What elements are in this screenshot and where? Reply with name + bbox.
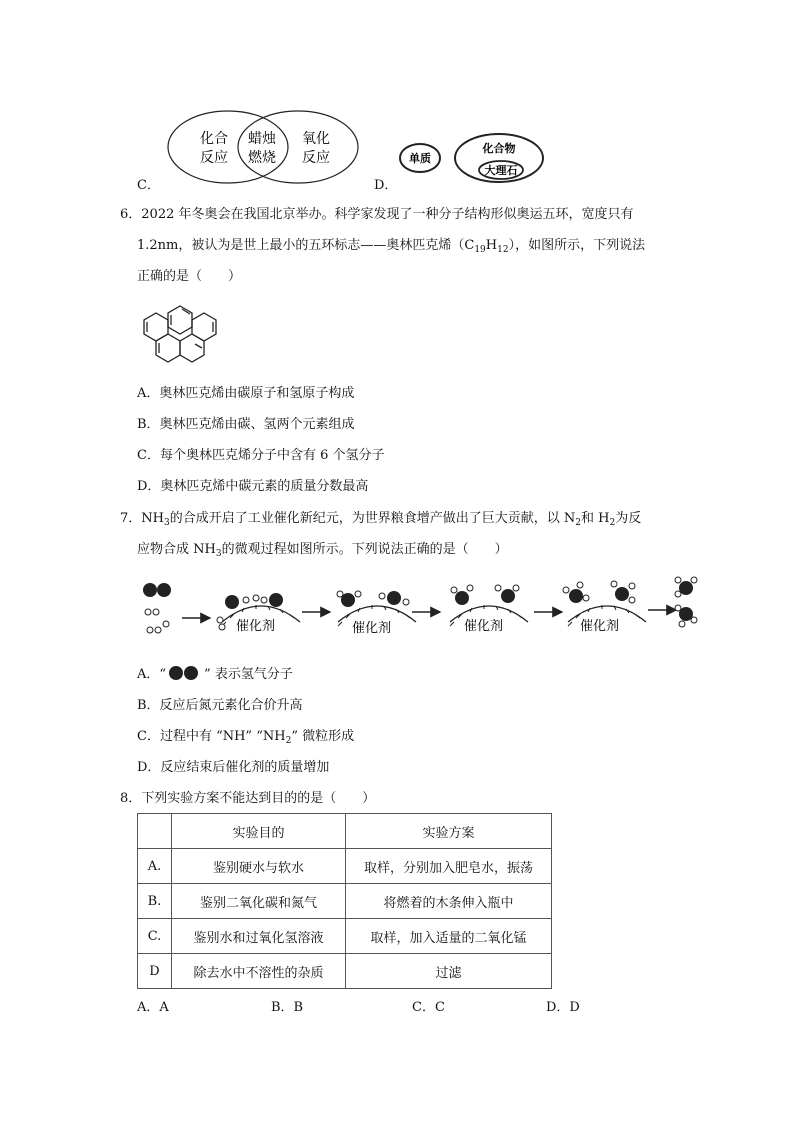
q7-stem-line-2: 应物合成 $NH_3$的微观过程如图所示。下列说法正确的是（ ） [137,542,508,559]
q7-option-a: A．“ ” 表示氢气分子 [137,667,293,682]
table-cell: A. [138,849,172,884]
table-row [138,849,552,884]
q7-option-b: B．反应后氮元素化合价升高 [137,698,303,713]
q6-option-b: B．奥林匹克烯由碳、氢两个元素组成 [137,417,355,432]
table-row [138,919,552,954]
q6-option-c: C．每个奥林匹克烯分子中含有 6 个氢分子 [137,448,385,463]
q5-option-c-label: C． [137,178,160,193]
q5-option-d-label: D． [374,178,398,193]
q8-stem: 8．下列实验方案不能达到目的的是（ ） [120,791,376,806]
q6-stem-line-3: 正确的是（ ） [137,269,242,284]
compound-text: 化合物 [482,142,516,155]
stage-1-reactants [143,583,171,633]
q6-stem-line-1: 6．2022 年冬奥会在我国北京举办。科学家发现了一种分子结构形似奥运五环，宽度只有 [120,207,634,222]
venn-left-ellipse [168,111,288,183]
olympicene-structure [134,300,234,370]
venn-right-text-2: 反应 [302,150,330,166]
q6-stem-line-2: 1.2nm，被认为是世上最小的五环标志——奥林匹克烯$(C_{19}H_{12})$，如图所示，下列说法 [137,238,646,255]
venn-left-text-1: 化合 [200,131,228,147]
reaction-process-diagram [136,576,706,638]
q7-option-c: C．过程中有 “NH” “$NH_2$” 微粒形成 [137,729,355,746]
single-substance-text: 单质 [409,152,431,165]
catalyst-label-4: 催化剂 [580,619,620,634]
table-cell: 将燃着的木条伸入瓶中 [346,884,552,919]
q8-answer-b: B．B [271,1000,304,1015]
table-cell: B. [138,884,172,919]
experiment-table [137,813,552,989]
table-cell: 鉴别二氧化碳和氮气 [172,884,346,919]
table-header-cell: 实验目的 [172,814,346,849]
table-cell: 鉴别水和过氧化氢溶液 [172,919,346,954]
q6-option-a: A．奥林匹克烯由碳原子和氢原子构成 [137,386,355,401]
set-diagram [398,132,548,188]
table-cell: 鉴别硬水与软水 [172,849,346,884]
table-header-cell: 实验方案 [346,814,552,849]
table-header-cell [138,814,172,849]
table-cell: 取样，加入适量的二氧化锰 [346,919,552,954]
venn-diagram [160,108,370,188]
catalyst-label-3: 催化剂 [464,619,504,634]
q7-stem-line-1: 7．$NH_3$的合成开启了工业催化新纪元，为世界粮食增产做出了巨大贡献，以 $N_2$和 $H_2$为反 [120,511,642,528]
table-cell: 除去水中不溶性的杂质 [172,954,346,989]
q8-answer-d: D．D [546,1000,580,1015]
marble-text: 大理石 [484,164,518,177]
venn-right-ellipse [238,111,358,183]
table-cell: D [138,954,172,989]
q7-option-d: D．反应结束后催化剂的质量增加 [137,760,330,775]
catalyst-label-1: 催化剂 [236,619,276,634]
table-header-row [138,814,552,849]
venn-center-text-1: 蜡烛 [248,131,276,147]
venn-left-text-2: 反应 [200,150,228,166]
q8-answer-c: C．C [412,1000,445,1015]
q6-option-d: D．奥林匹克烯中碳元素的质量分数最高 [137,479,369,494]
stage-6-products [675,577,697,627]
venn-center-text-2: 燃烧 [248,150,276,166]
n2-molecule-icon [166,665,204,681]
table-cell: C. [138,919,172,954]
table-row [138,884,552,919]
venn-right-text-1: 氧化 [302,131,330,147]
table-row [138,954,552,989]
q8-answer-a: A．A [137,1000,169,1015]
table-cell: 取样，分别加入肥皂水，振荡 [346,849,552,884]
catalyst-label-2: 催化剂 [352,621,392,636]
table-cell: 过滤 [346,954,552,989]
